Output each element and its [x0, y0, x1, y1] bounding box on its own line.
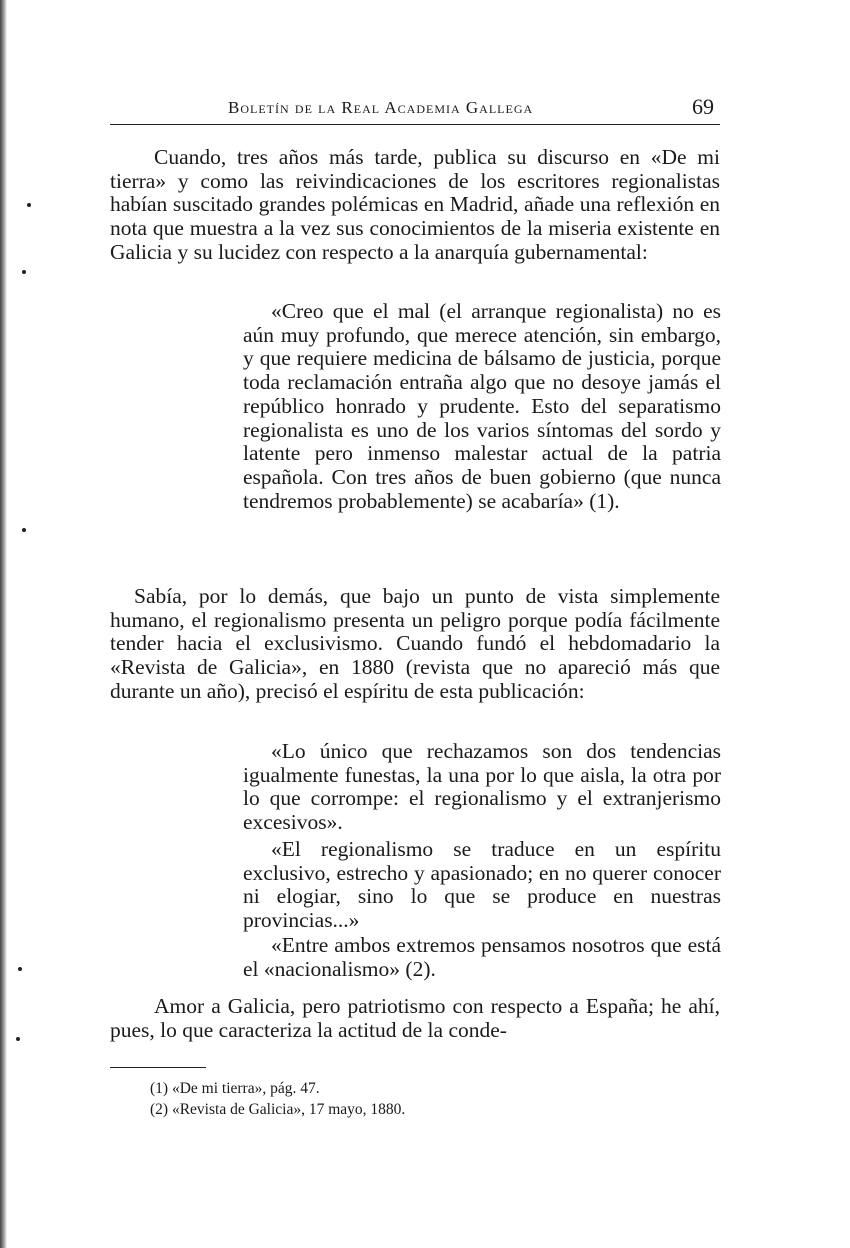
footnote-marker: (2): [150, 1101, 169, 1118]
page-binding-edge: [0, 0, 7, 1248]
footnote-2: [150, 1099, 710, 1120]
block-quote-2b: «El regionalismo se traduce en un espíritu exclusivo, estrecho y apasionado; en no querer conocer ni elogiar, sino lo que se produce en nuestras provincias...»: [243, 837, 721, 933]
footnotes: [150, 1078, 710, 1120]
margin-speck: [22, 528, 26, 532]
body-paragraph-1: Cuando, tres años más tarde, publica su discurso en «De mi tierra» y como las reivindicaciones de los escritores regionalistas habían suscitado grandes polémicas en Madrid, añade una reflexión en nota que muestra a la vez sus conocimientos de la miseria existente en Galicia y su lucidez con respecto a la anarquía gubernamental:: [110, 145, 720, 264]
block-quote-1: «Creo que el mal (el arranque regionalista) no es aún muy profundo, que merece atención, sin embargo, y que requiere medicina de bálsamo de justicia, porque toda reclamación entraña algo que no desoye jamás el repúblico honrado y prudente. Esto del separatismo regionalista es uno de los varios síntomas del sordo y latente pero inmenso malestar actual de la patria española. Con tres años de buen gobierno (que nunca tendremos probablemente) se acabaría» (1).: [243, 299, 721, 513]
body-paragraph-2: Sabía, por lo demás, que bajo un punto de vista simplemente humano, el regionalismo presenta un peligro porque podía fácilmente tender hacia el exclusivismo. Cuando fundó el hebdomadario la «Revista de Galicia», en 1880 (revista que no apareció más que durante un año), precisó el espíritu de esta publicación:: [110, 584, 720, 703]
block-quote-2c: «Entre ambos extremos pensamos nosotros que está el «nacionalismo» (2).: [243, 933, 721, 981]
footnote-separator: [110, 1067, 206, 1068]
margin-speck: [27, 203, 31, 207]
body-paragraph-3: Amor a Galicia, pero patriotismo con respecto a España; he ahí, pues, lo que caracteriza la actitud de la conde-: [110, 994, 720, 1042]
footnote-text: «Revista de Galicia», 17 mayo, 1880.: [171, 1101, 406, 1118]
margin-speck: [18, 967, 22, 971]
page-number: 69: [692, 94, 714, 119]
block-quote-2a: «Lo único que rechazamos son dos tendencias igualmente funestas, la una por lo que aisla, la otra por lo que corrompe: el regionalismo y el extranjerismo excesivos».: [243, 739, 721, 835]
margin-speck: [16, 1037, 20, 1041]
footnote-1: [150, 1078, 710, 1099]
margin-speck: [22, 270, 26, 274]
page-header: [110, 94, 720, 125]
footnote-marker: (1): [150, 1080, 169, 1097]
running-title: Boletín de la Real Academia Gallega: [228, 98, 534, 117]
footnote-text: «De mi tierra», pág. 47.: [171, 1080, 320, 1097]
